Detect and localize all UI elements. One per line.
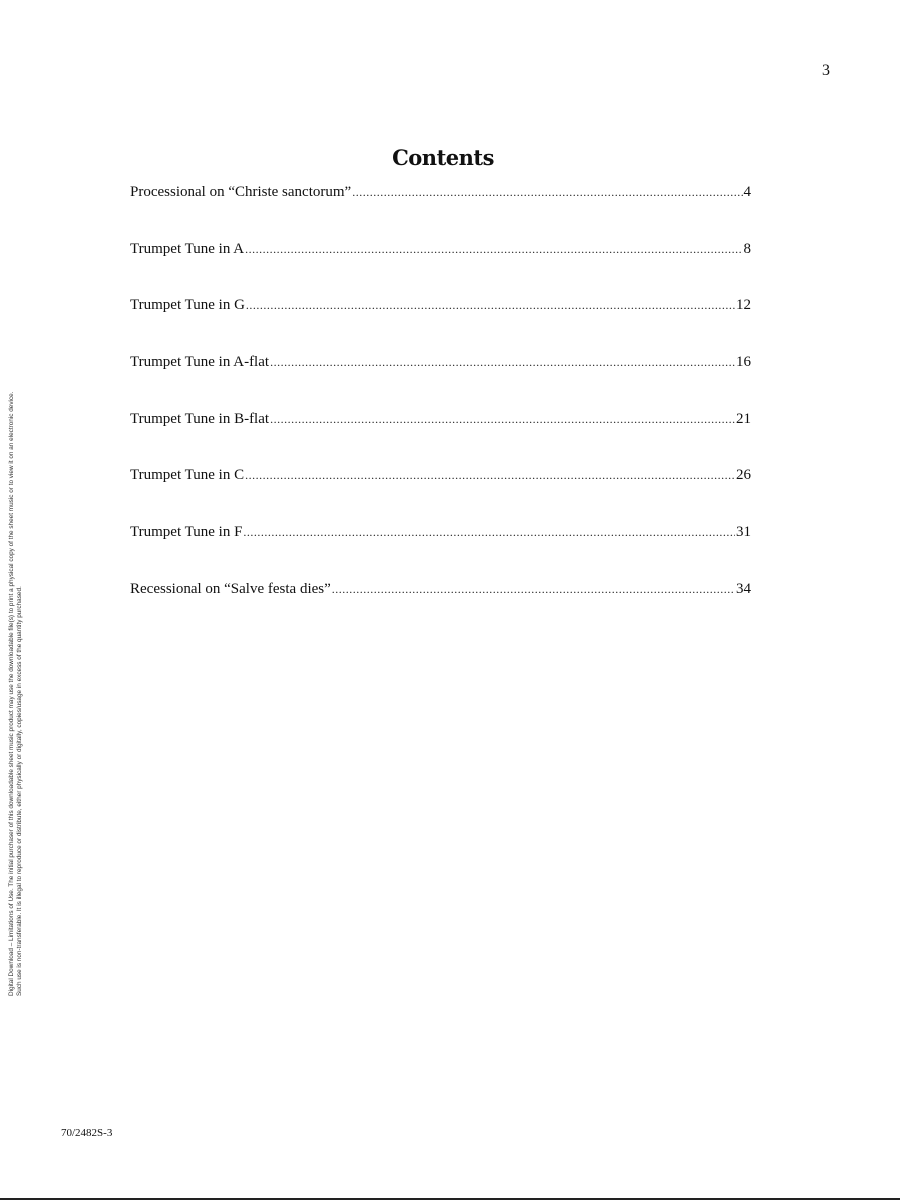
toc-entry — [130, 297, 751, 354]
dot-leader — [245, 468, 735, 483]
toc-entry-page: 4 — [743, 184, 751, 200]
toc-entry-page: 12 — [736, 297, 751, 314]
dot-leader — [243, 525, 735, 540]
dot-leader — [332, 582, 735, 597]
toc-entry — [130, 241, 751, 298]
toc-entry-title: Recessional on “Salve festa dies” — [130, 580, 331, 597]
toc-entry-title: Trumpet Tune in B-flat — [130, 410, 270, 427]
dot-leader — [246, 298, 735, 313]
toc-entry-page: 31 — [736, 524, 751, 541]
toc-entry-page: 21 — [736, 410, 751, 427]
catalog-number: 70/2482S-3 — [61, 1127, 113, 1139]
table-of-contents — [130, 184, 751, 638]
toc-entry-page: 16 — [736, 354, 751, 371]
toc-entry-title: Trumpet Tune in C — [130, 467, 245, 484]
toc-entry-page: 26 — [736, 467, 751, 484]
dot-leader — [270, 412, 735, 427]
page-title: Contents — [392, 145, 494, 170]
toc-entry-page: 8 — [743, 240, 751, 257]
toc-entry — [130, 524, 751, 581]
toc-entry — [130, 184, 751, 241]
toc-entry — [130, 354, 751, 411]
usage-notice — [8, 196, 24, 996]
toc-entry-title: Trumpet Tune in A-flat — [130, 354, 270, 371]
toc-entry-title: Trumpet Tune in G — [130, 297, 245, 314]
dot-leader — [245, 242, 742, 257]
usage-notice-line: Such use is non-transferable. It is illegal to reproduce or distribute, either physically or digitally, copies/usage in excess of the quantity purchased. — [16, 586, 23, 996]
toc-entry-title: Trumpet Tune in F — [130, 524, 243, 541]
page-number: 3 — [822, 62, 830, 79]
toc-entry — [130, 581, 751, 638]
toc-entry-title: Processional on “Christe sanctorum” — [130, 184, 352, 200]
dot-leader — [270, 355, 735, 370]
usage-notice-line: Digital Download – Limitations of Use. The initial purchaser of this downloadable sheet music product may use the downloadable file(s) to print a physical copy of the sheet music or to view it on an electronic device. — [8, 391, 15, 996]
toc-entry-title: Trumpet Tune in A — [130, 240, 245, 257]
toc-entry — [130, 467, 751, 524]
dot-leader — [352, 185, 742, 200]
toc-entry-page: 34 — [736, 580, 751, 597]
toc-entry — [130, 411, 751, 468]
